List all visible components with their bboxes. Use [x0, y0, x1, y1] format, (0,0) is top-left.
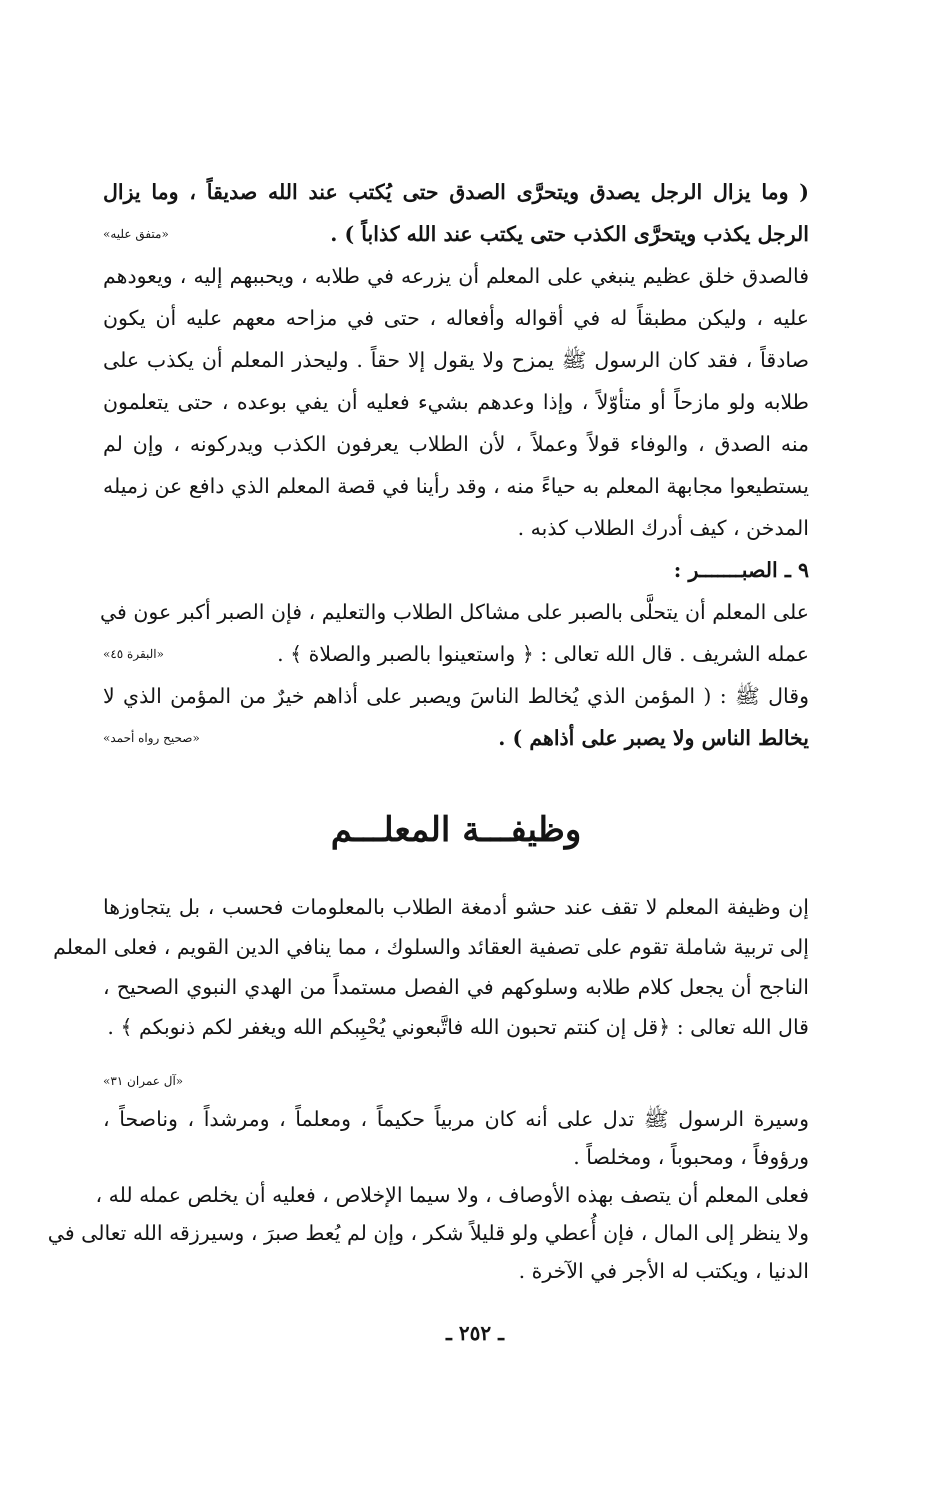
- section-title: وظيفـــة المعلـــم: [330, 810, 582, 850]
- line-text: إلى تربية شاملة تقوم على تصفية العقائد والسلوك ، مما ينافي الدين القويم ، فعلى المعلم: [53, 935, 809, 959]
- line-text: فعلى المعلم أن يتصف بهذه الأوصاف ، ولا سيما الإخلاص ، فعليه أن يخلص عمله لله ،: [95, 1183, 809, 1207]
- page-number: ـ ٢٥٢ ـ: [446, 1321, 504, 1345]
- line-text: ولا ينظر إلى المال ، فإن أُعطي ولو قليلاً شكر ، وإن لم يُعط صبرَ ، وسيرزقه الله تعالى في: [47, 1221, 809, 1245]
- text-line: [103, 214, 809, 254]
- line-text: صادقاً ، فقد كان الرسول ﷺ يمزح ولا يقول إلا حقاً . وليحذر المعلم أن يكذب على: [103, 348, 809, 372]
- text-line: [103, 676, 809, 716]
- line-text: عمله الشريف . قال الله تعالى : ﴿ واستعينوا بالصبر والصلاة ﴾ .: [277, 642, 809, 666]
- line-text: ورؤوفاً ، ومحبوباً ، ومخلصاً .: [573, 1145, 809, 1169]
- reference-citation: «متفق عليه»: [103, 227, 169, 241]
- text-line: [103, 887, 809, 927]
- text-line: [103, 1099, 809, 1139]
- line-text: ( وما يزال الرجل يصدق ويتحرَّى الصدق حتى يُكتب عند الله صديقاً ، وما يزال: [103, 180, 809, 204]
- text-line: [103, 508, 809, 548]
- line-text: فالصدق خلق عظيم ينبغي على المعلم أن يزرعه في طلابه ، ويحببهم إليه ، ويعودهم: [103, 264, 809, 288]
- line-text: وقال ﷺ : ( المؤمن الذي يُخالط الناسَ ويصبر على أذاهم خيرٌ من المؤمن الذي لا: [103, 684, 809, 708]
- text-line: [99, 592, 809, 632]
- line-text: طلابه ولو مازحاً أو متأوّلاً ، وإذا وعدهم بشيء فعليه أن يفي بوعده ، حتى يتعلمون: [103, 390, 809, 414]
- reference-citation: «صحيح رواه أحمد»: [103, 731, 200, 745]
- line-text: على المعلم أن يتحلَّى بالصبر على مشاكل الطلاب والتعليم ، فإن الصبر أكبر عون في: [99, 600, 809, 624]
- text-line: [103, 340, 809, 380]
- text-line: [53, 927, 809, 967]
- text-line: [103, 718, 809, 758]
- text-line: [103, 1007, 809, 1047]
- text-line: [103, 256, 809, 296]
- reference-ali-imran: «آل عمران ٣١»: [103, 1074, 184, 1088]
- text-line: [103, 298, 809, 338]
- line-text: يستطيعوا مجابهة المعلم به حياءً منه ، وقد رأينا في قصة المعلم الذي دافع عن زميله: [103, 474, 809, 498]
- line-text: ٩ ـ الصبـــــــر :: [673, 558, 809, 582]
- reference-citation: «البقرة ٤٥»: [103, 647, 164, 661]
- text-line: [103, 1137, 809, 1177]
- line-text: قال الله تعالى : ﴿قل إن كنتم تحبون الله فاتَّبعوني يُحْبِبكم الله ويغفر لكم ذنوبكم ﴾ .: [107, 1015, 809, 1039]
- line-text: الناجح أن يجعل كلام طلابه وسلوكهم في الفصل مستمداً من الهدي النبوي الصحيح ،: [103, 975, 809, 999]
- reference-line: [103, 1067, 809, 1095]
- line-text: الرجل يكذب ويتحرَّى الكذب حتى يكتب عند الله كذاباً ) .: [330, 222, 809, 246]
- text-line: [103, 550, 809, 590]
- line-text: المدخن ، كيف أدرك الطلاب كذبه .: [517, 516, 809, 540]
- line-text: يخالط الناس ولا يصبر على أذاهم ) .: [498, 726, 809, 750]
- text-line: [103, 382, 809, 422]
- line-text: الدنيا ، ويكتب له الأجر في الآخرة .: [518, 1259, 809, 1283]
- text-line: [103, 172, 809, 212]
- text-line: [95, 1175, 809, 1215]
- text-line: [103, 967, 809, 1007]
- text-line: [103, 466, 809, 506]
- line-text: وسيرة الرسول ﷺ تدل على أنه كان مربياً حكيماً ، ومعلماً ، ومرشداً ، وناصحاً ،: [103, 1107, 809, 1131]
- text-line: [47, 1213, 809, 1253]
- line-text: عليه ، وليكن مطبقاً له في أقواله وأفعاله ، حتى في مزاحه معهم عليه أن يكون: [103, 306, 809, 330]
- text-line: [103, 634, 809, 674]
- text-line: [103, 1251, 809, 1291]
- line-text: إن وظيفة المعلم لا تقف عند حشو أدمغة الطلاب بالمعلومات فحسب ، بل يتجاوزها: [103, 895, 809, 919]
- line-text: منه الصدق ، والوفاء قولاً وعملاً ، لأن الطلاب يعرفون الكذب ويدركونه ، وإن لم: [103, 432, 809, 456]
- text-line: [103, 424, 809, 464]
